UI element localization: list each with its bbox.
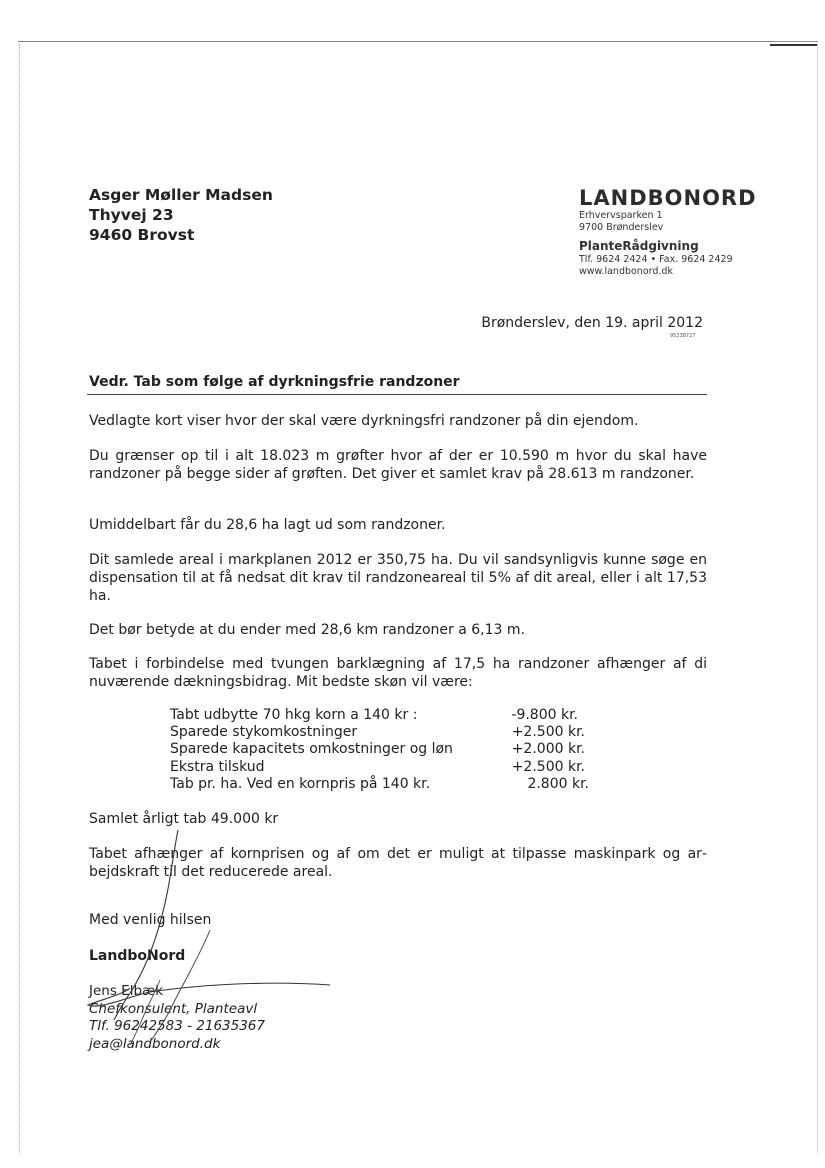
scan-edge-mark [770, 44, 818, 46]
row-label: Tab pr. ha. Ved en kornpris på 140 kr. [170, 775, 431, 792]
paragraph-dependency: Tabet afhænger af kornprisen og af om det er muligt at tilpasse maskinpark og arbejdskraft til det reducerede areal. [89, 846, 707, 880]
scan-edge-top [18, 41, 818, 42]
row-label: Tabt udbytte 70 hkg korn a 140 kr : [170, 707, 418, 723]
sender-web: www.landbonord.dk [579, 266, 673, 277]
table-row [170, 776, 590, 793]
paragraph-immediate: Umiddelbart får du 28,6 ha lagt ud som randzoner. [89, 517, 446, 533]
row-label: Sparede kapacitets omkostninger og løn [170, 741, 453, 758]
paragraph-ditches: Du grænser op til i alt 18.023 m grøfter hvor af der er 10.590 m hvor du skal have randzoner på begge sider af grøften. Det giver et samlet krav på 28.613 m randzoner. [89, 448, 707, 482]
letter-date: Brønderslev, den 19. april 2012 [481, 315, 703, 331]
table-row [170, 707, 590, 724]
row-value: +2.000 kr. [511, 741, 585, 758]
signer-email: jea@landbonord.dk [89, 1035, 221, 1052]
sender-address [579, 210, 733, 278]
company-logo: LANDBONORD [579, 186, 757, 210]
reference-code: 95238727 [670, 333, 696, 339]
paragraph-area: Dit samlede areal i markplanen 2012 er 350,75 ha. Du vil sandsynligvis kunne søge en dispensation til at få nedsat dit krav til randzoneareal til 5% af dit areal, eller i alt 17,53 ha. [89, 552, 707, 604]
scan-edge-left [19, 44, 20, 1154]
closing-greeting: Med venlig hilsen [89, 912, 212, 928]
paragraph-map: Vedlagte kort viser hvor der skal være dyrkningsfri randzoner på din ejendom. [89, 413, 639, 429]
row-value: 2.800 kr. [527, 775, 589, 792]
sender-phone-fax: Tlf. 9624 2424 • Fax. 9624 2429 [579, 254, 733, 265]
row-value: +2.500 kr. [511, 758, 585, 775]
sender-department: PlanteRådgivning [579, 239, 699, 253]
row-label: Sparede stykomkostninger [170, 724, 358, 741]
scan-edge-right [817, 44, 818, 1154]
signer-phone: Tlf. 96242583 - 21635367 [89, 1018, 265, 1034]
recipient-city: 9460 Brovst [89, 226, 195, 244]
signer-title: Chefkonsulent, Planteavl [89, 1000, 258, 1017]
table-row [170, 724, 590, 741]
sender-city: 9700 Brønderslev [579, 222, 664, 233]
recipient-name: Asger Møller Madsen [89, 186, 273, 204]
recipient-address [89, 185, 273, 245]
table-row [170, 759, 590, 776]
paragraph-result: Det bør betyde at du ender med 28,6 km randzoner a 6,13 m. [89, 622, 525, 638]
table-row [170, 741, 590, 758]
signer-block [89, 983, 265, 1053]
paragraph-loss-intro: Tabet i forbindelse med tvungen barklægning af 17,5 ha randzoner afhænger af di nuværende dækningsbidrag. Mit bedste skøn vil være: [89, 656, 707, 690]
recipient-street: Thyvej 23 [89, 206, 174, 224]
paragraph-total-loss: Samlet årligt tab 49.000 kr [89, 811, 279, 827]
sender-street: Erhvervsparken 1 [579, 210, 663, 221]
row-value: +2.500 kr. [511, 724, 585, 741]
subject-underline [87, 394, 707, 395]
subject-line: Vedr. Tab som følge af dyrkningsfrie randzoner [89, 374, 460, 390]
row-value: -9.800 kr. [511, 707, 578, 723]
row-label: Ekstra tilskud [170, 758, 265, 775]
signer-name: Jens Elbæk [89, 983, 164, 999]
company-signature: LandboNord [89, 948, 186, 964]
loss-calculation-table [170, 707, 590, 793]
